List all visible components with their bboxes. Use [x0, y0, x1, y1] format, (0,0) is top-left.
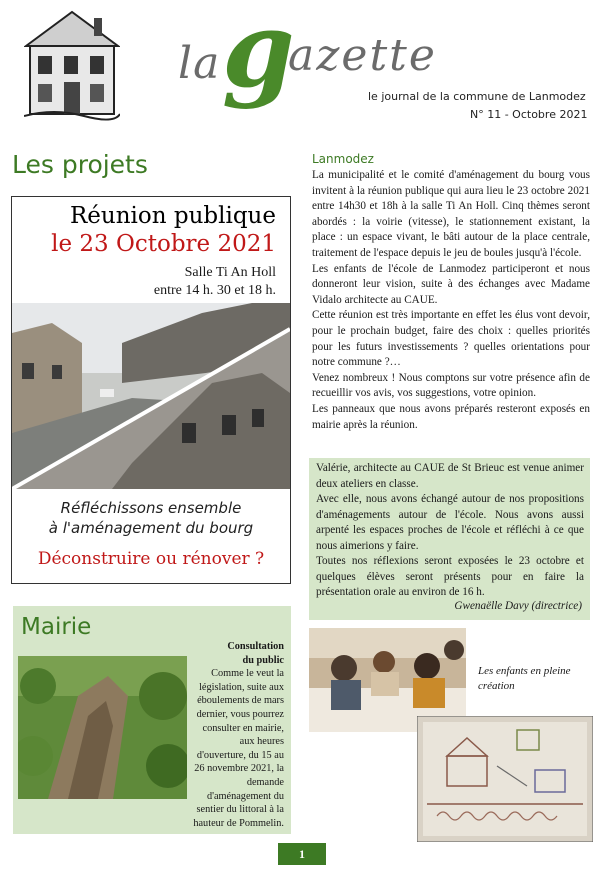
article-heading: Lanmodez: [312, 152, 374, 166]
village-illustration: [24, 4, 120, 122]
photo-caption: Les enfants en pleine création: [478, 665, 571, 692]
poster-call-line1: Réfléchissons ensemble: [60, 499, 242, 517]
page-number: 1: [278, 843, 326, 865]
school-paragraph: Avec elle, nous avons échangé autour de nos propositions d'aménagements autour de l'école. Nous avons aussi arpenté les espaces proches de l'école et réfléchi à ce que nous aimerions y faire.: [316, 493, 584, 552]
masthead-g: g: [222, 0, 295, 111]
mairie-heading: Consultation: [227, 641, 284, 652]
masthead-subtitle: le journal de la commune de Lanmodez: [368, 90, 586, 103]
poster-date: le 23 Octobre 2021: [51, 231, 276, 257]
school-paragraph: Toutes nos réflexions seront exposées le 23 octobre et quelques élèves seront présents pour en faire la présentation orale au environ de 16 h.: [316, 555, 584, 598]
mairie-body: Comme le veut la législation, suite aux éboulements de mars dernier, vous pourrez consulter en mairie, aux heures d'ouverture, du 15 au 26 novembre 2021, la demande d'aménagement du sentier du littoral à la hauteur de Pommelin.: [193, 668, 284, 829]
masthead-la: la: [178, 38, 221, 89]
poster-call-line2: à l'aménagement du bourg: [48, 519, 254, 537]
poster-question: Déconstruire ou rénover ?: [37, 549, 265, 569]
meeting-poster: [11, 196, 291, 584]
school-paragraph: Valérie, architecte au CAUE de St Brieuc est venue animer deux ateliers en classe.: [316, 462, 584, 490]
mairie-box: [13, 606, 291, 834]
article-paragraph: La municipalité et le comité d'aménagement du bourg vous invitent à la réunion publique qui aura lieu le 23 octobre 2021 entre 14h30 et 18h à la salle Ti An Holl. Cinq thèmes seront abordés : la voirie (vitesse), le stationnement existant, la place : un espace vivant, le bâti autour de la place centrale, traitement de l'espace depuis le jeu de boules jusqu'à l'école.: [312, 169, 590, 259]
article-paragraph: Venez nombreux ! Nous comptons sur votre présence afin de recueillir vos avis, vos suggestions, votre opinion.: [312, 371, 590, 400]
article-paragraph: Cette réunion est très importante en effet les élus vont devoir, pour le prochain budget, faire des choix : quelles priorités pour les futurs investissements ? quelles orientations pour notre commune ?…: [312, 309, 590, 369]
poster-title: Réunion publique: [69, 203, 276, 229]
mairie-title: Mairie: [21, 614, 92, 640]
masthead-azette: azette: [288, 30, 437, 81]
coastal-path-photo: [18, 656, 187, 799]
children-drawing-photo: [417, 716, 593, 842]
village-street-photo: [12, 303, 290, 489]
article-paragraph: Les panneaux que nous avons préparés resteront exposés en mairie après la réunion.: [312, 402, 590, 431]
mairie-heading: du public: [242, 654, 284, 666]
article-body: [312, 168, 590, 433]
school-workshop-box: [309, 458, 590, 620]
poster-place: Salle Ti An Holl: [184, 265, 276, 280]
article-paragraph: Les enfants de l'école de Lanmodez participeront et nous donneront leur vision, suite à des échanges avec Madame Vidalo architecte au CAUE.: [312, 262, 590, 306]
poster-time: entre 14 h. 30 et 18 h.: [153, 283, 276, 298]
section-title: Les projets: [12, 150, 148, 179]
mairie-notice: [189, 640, 284, 830]
issue-number: N° 11 - Octobre 2021: [470, 108, 588, 121]
school-signature: Gwenaëlle Davy (directrice): [454, 600, 582, 612]
